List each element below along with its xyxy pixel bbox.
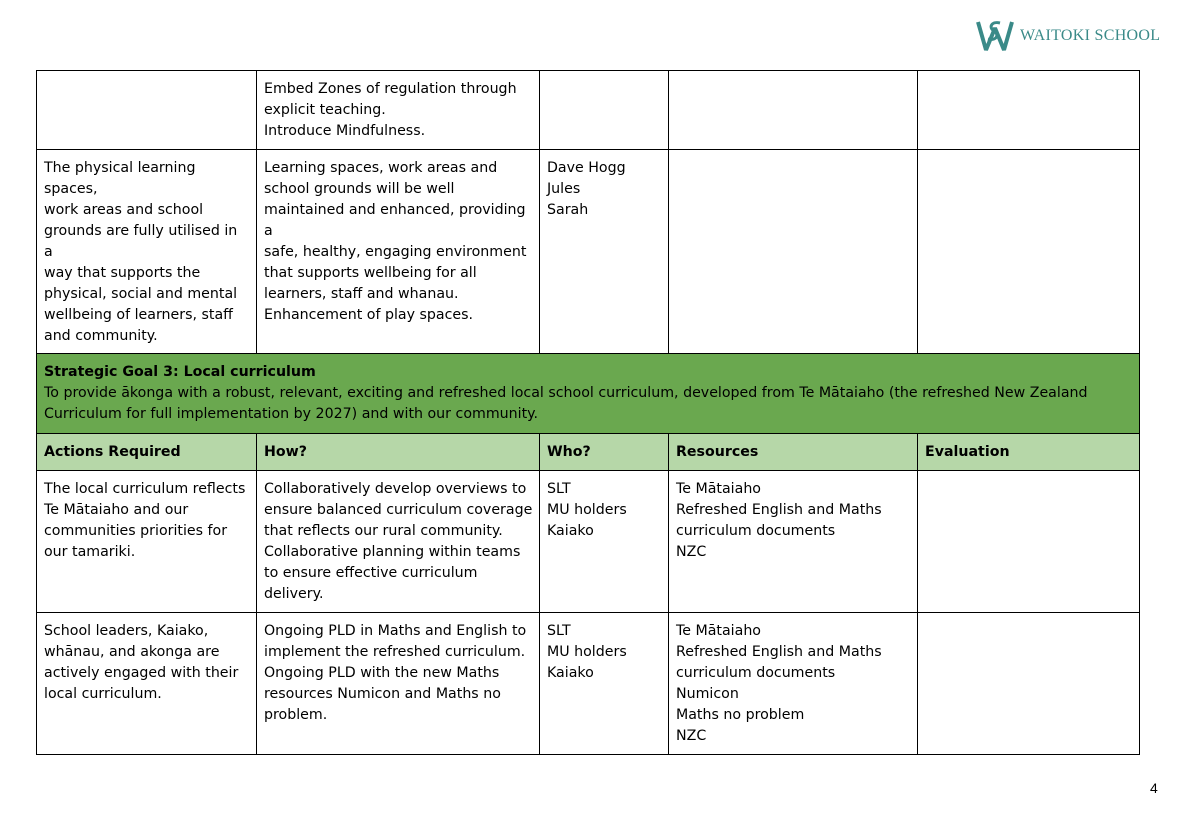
focus-cell: The local curriculum reflects Te Mātaiaho and our communities priorities for our tamariki. bbox=[37, 471, 257, 613]
resources-cell bbox=[669, 150, 918, 354]
who-cell: SLT MU holders Kaiako bbox=[540, 613, 669, 755]
goal-title: Strategic Goal 3: Local curriculum bbox=[44, 364, 316, 380]
header-how: How? bbox=[257, 434, 540, 471]
focus-cell: School leaders, Kaiako, whānau, and akonga are actively engaged with their local curriculum. bbox=[37, 613, 257, 755]
focus-cell: The physical learning spaces, work areas and school grounds are fully utilised in a way that supports the physical, social and mental wellbeing of learners, staff and community. bbox=[37, 150, 257, 354]
column-header-row bbox=[37, 434, 1140, 471]
who-cell bbox=[540, 71, 669, 150]
how-cell: Collaboratively develop overviews to ensure balanced curriculum coverage that reflects our rural community. Collaborative planning within teams to ensure effective curriculum delivery. bbox=[257, 471, 540, 613]
how-cell: Ongoing PLD in Maths and English to implement the refreshed curriculum. Ongoing PLD with the new Maths resources Numicon and Maths no problem. bbox=[257, 613, 540, 755]
who-cell: SLT MU holders Kaiako bbox=[540, 471, 669, 613]
table-row bbox=[37, 471, 1140, 613]
header-who: Who? bbox=[540, 434, 669, 471]
who-cell: Dave Hogg Jules Sarah bbox=[540, 150, 669, 354]
strategic-goal-cell bbox=[37, 354, 1140, 434]
evaluation-cell bbox=[918, 471, 1140, 613]
school-name: WAITOKI SCHOOL bbox=[1020, 27, 1161, 44]
strategic-goal-row bbox=[37, 354, 1140, 434]
school-crest-icon bbox=[976, 19, 1014, 53]
header-actions-required: Actions Required bbox=[37, 434, 257, 471]
goal-description: To provide ākonga with a robust, relevant, exciting and refreshed local school curriculum, developed from Te Mātaiaho (the refreshed New Zealand Curriculum for full implementation by 2027) and with our community. bbox=[44, 385, 1088, 422]
page-number: 4 bbox=[1150, 780, 1158, 796]
resources-cell bbox=[669, 71, 918, 150]
evaluation-cell bbox=[918, 613, 1140, 755]
school-logo bbox=[976, 18, 1160, 54]
how-cell: Embed Zones of regulation through explicit teaching. Introduce Mindfulness. bbox=[257, 71, 540, 150]
strategic-plan-table bbox=[36, 70, 1140, 755]
resources-cell: Te Mātaiaho Refreshed English and Maths curriculum documents NZC bbox=[669, 471, 918, 613]
table-row bbox=[37, 613, 1140, 755]
table-row bbox=[37, 150, 1140, 354]
table-row bbox=[37, 71, 1140, 150]
evaluation-cell bbox=[918, 71, 1140, 150]
resources-cell: Te Mātaiaho Refreshed English and Maths curriculum documents Numicon Maths no problem NZC bbox=[669, 613, 918, 755]
evaluation-cell bbox=[918, 150, 1140, 354]
header-resources: Resources bbox=[669, 434, 918, 471]
how-cell: Learning spaces, work areas and school grounds will be well maintained and enhanced, providing a safe, healthy, engaging environment that supports wellbeing for all learners, staff and whanau. Enhancement of play spaces. bbox=[257, 150, 540, 354]
header-evaluation: Evaluation bbox=[918, 434, 1140, 471]
focus-cell bbox=[37, 71, 257, 150]
